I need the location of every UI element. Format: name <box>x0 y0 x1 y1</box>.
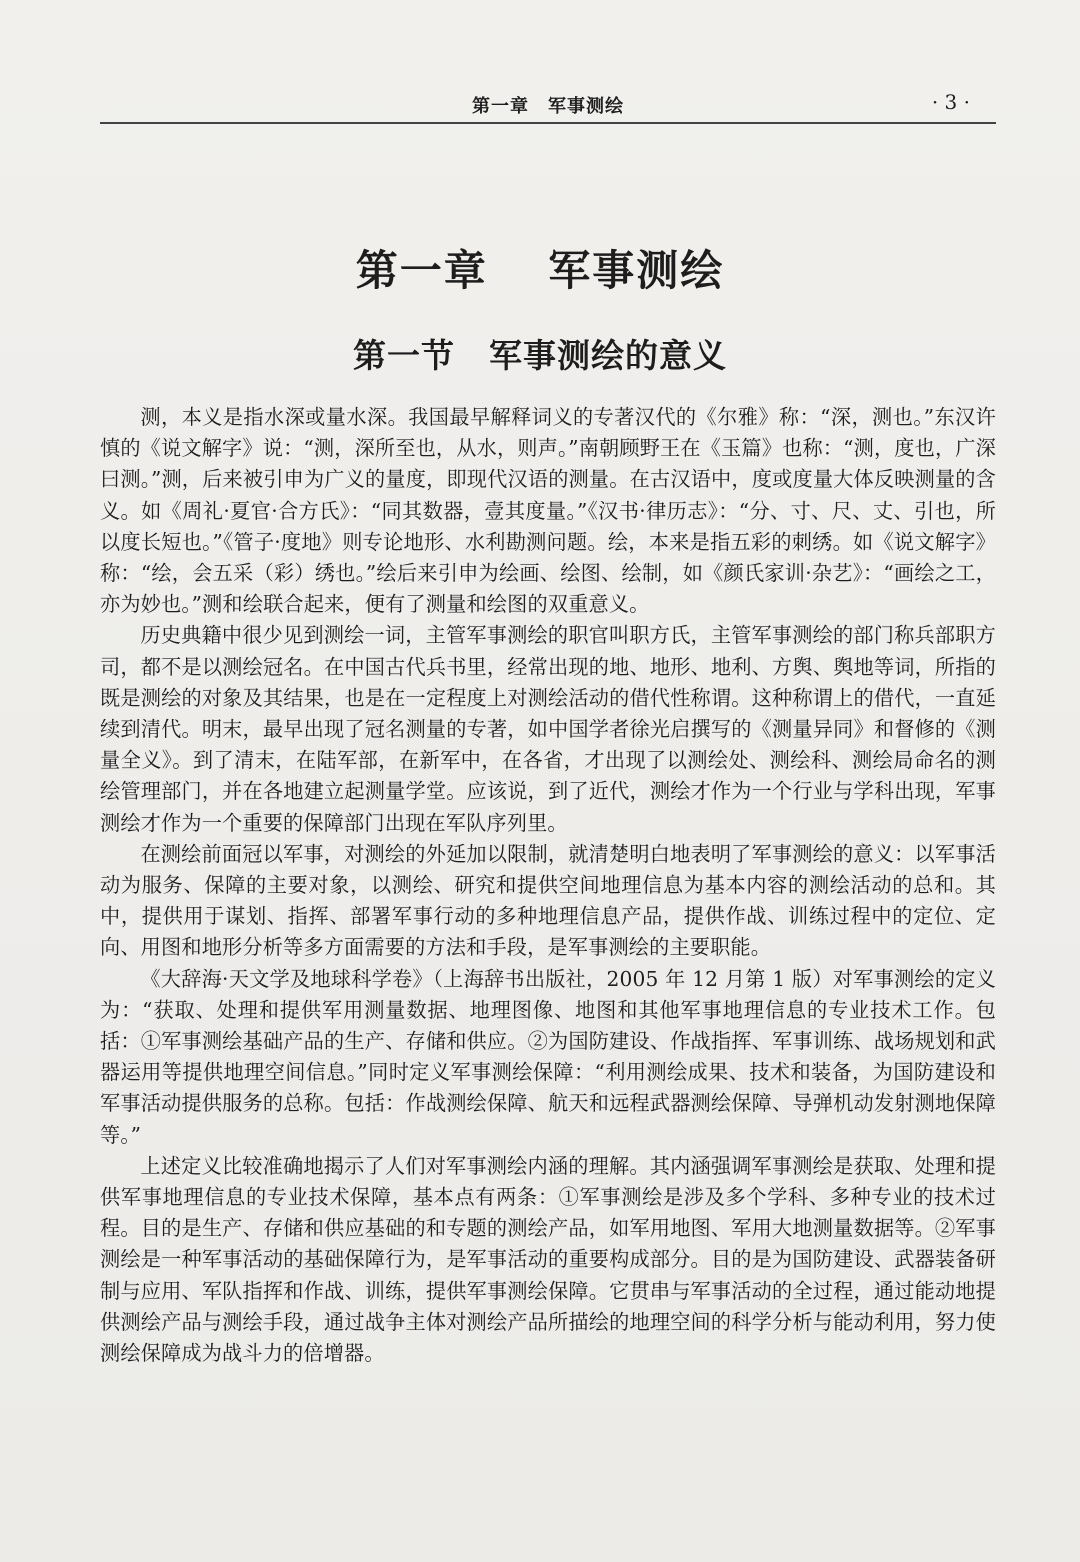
chapter-title: 第一章 军事测绘 <box>355 246 725 295</box>
paragraph-1: 测，本义是指水深或量水深。我国最早解释词义的专著汉代的《尔雅》称：“深，测也。”东汉许慎的《说文解字》说：“测，深所至也，从水，则声。”南朝顾野王在《玉篇》也称：“测，度也，广深曰测。”测，后来被引申为广义的量度，即现代汉语的测量。在古汉语中，度或度量大体反映测量的含义。如《周礼·夏官·合方氏》：“同其数器，壹其度量。”《汉书·律历志》：“分、寸、尺、丈、引也，所以度长短也。”《管子·度地》则专论地形、水利勘测问题。绘，本来是指五彩的刺绣。如《说文解字》称：“绘，会五采（彩）绣也。”绘后来引申为绘画、绘图、绘制，如《颜氏家训·杂艺》：“画绘之工，亦为妙也。”测和绘联合起来，便有了测量和绘图的双重意义。 <box>100 405 996 617</box>
paragraph-3: 在测绘前面冠以军事，对测绘的外延加以限制，就清楚明白地表明了军事测绘的意义：以军事活动为服务、保障的主要对象，以测绘、研究和提供空间地理信息为基本内容的测绘活动的总和。其中，提供用于谋划、指挥、部署军事行动的多种地理信息产品，提供作战、训练过程中的定位、定向、用图和地形分析等多方面需要的方法和手段，是军事测绘的主要职能。 <box>100 841 996 960</box>
page-number: · 3 · <box>931 90 970 114</box>
body-text <box>100 402 996 1369</box>
section-title: 第一节 军事测绘的意义 <box>353 336 727 375</box>
paragraph-2: 历史典籍中很少见到测绘一词，主管军事测绘的职官叫职方氏，主管军事测绘的部门称兵部职方司，都不是以测绘冠名。在中国古代兵书里，经常出现的地、地形、地利、方舆、舆地等词，所指的既是测绘的对象及其结果，也是在一定程度上对测绘活动的借代性称谓。这种称谓上的借代，一直延续到清代。明末，最早出现了冠名测量的专著，如中国学者徐光启撰写的《测量异同》和督修的《测量全义》。到了清末，在陆军部，在新军中，在各省，才出现了以测绘处、测绘科、测绘局命名的测绘管理部门，并在各地建立起测量学堂。应该说，到了近代，测绘才作为一个行业与学科出现，军事测绘才作为一个重要的保障部门出现在军队序列里。 <box>100 623 996 835</box>
running-title: 第一章 军事测绘 <box>472 96 624 117</box>
paragraph-5: 上述定义比较准确地揭示了人们对军事测绘内涵的理解。其内涵强调军事测绘是获取、处理和提供军事地理信息的专业技术保障，基本点有两条：①军事测绘是涉及多个学科、多种专业的技术过程。目的是生产、存储和供应基础的和专题的测绘产品，如军用地图、军用大地测量数据等。②军事测绘是一种军事活动的基础保障行为，是军事活动的重要构成部分。目的是为国防建设、武器装备研制与应用、军队指挥和作战、训练，提供军事测绘保障。它贯串与军事活动的全过程，通过能动地提供测绘产品与测绘手段，通过战争主体对测绘产品所描绘的地理空间的科学分析与能动利用，努力使测绘保障成为战斗力的倍增器。 <box>100 1153 996 1366</box>
running-header <box>100 86 996 124</box>
paragraph-4: 《大辞海·天文学及地球科学卷》（上海辞书出版社，2005 年 12 月第 1 版）对军事测绘的定义为：“获取、处理和提供军用测量数据、地理图像、地图和其他军事地理信息的专业技术工作。包括：①军事测绘基础产品的生产、存储和供应。②为国防建设、作战指挥、军事训练、战场规划和武器运用等提供地理空间信息。”同时定义军事测绘保障：“利用测绘成果、技术和装备，为国防建设和军事活动提供服务的总称。包括：作战测绘保障、航天和远程武器测绘保障、导弹机动发射测地保障等。” <box>100 966 996 1147</box>
